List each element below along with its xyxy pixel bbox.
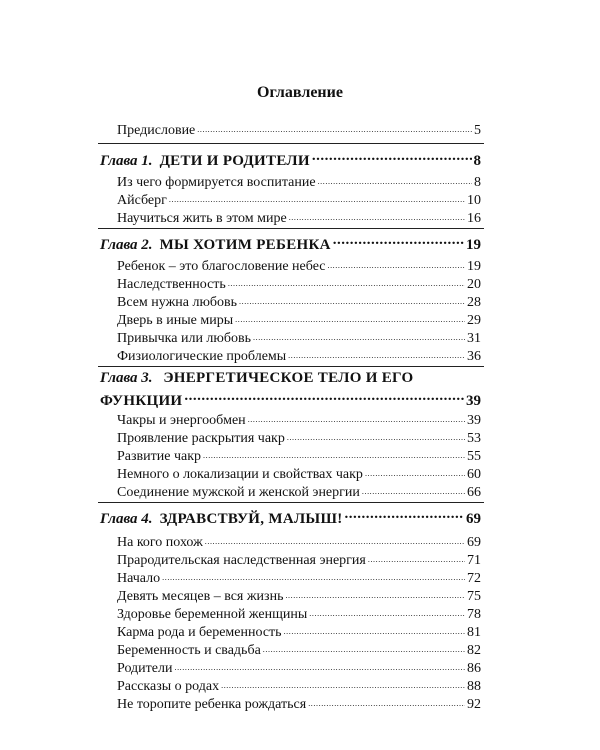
toc-entry[interactable] [117, 346, 481, 365]
dot-leader [248, 410, 465, 424]
chapter-page: 39 [466, 393, 481, 409]
chapter-title: ЭНЕРГЕТИЧЕСКОЕ ТЕЛО И ЕГО [163, 370, 414, 386]
dot-leader [169, 190, 465, 204]
dot-leader [318, 172, 472, 186]
entry-title: Физиологические проблемы [117, 349, 287, 364]
dot-leader [174, 658, 465, 672]
dot-leader [288, 346, 465, 360]
entry-page: 69 [467, 535, 481, 550]
toc-entry[interactable] [117, 256, 481, 275]
section-divider [98, 366, 484, 367]
entry-title: Чакры и энергообмен [117, 413, 246, 428]
entry-title: Научиться жить в этом мире [117, 211, 287, 226]
dot-leader [345, 508, 464, 523]
toc-chapter-1[interactable] [100, 150, 481, 170]
chapter-page: 8 [473, 153, 481, 169]
toc-entry[interactable] [117, 658, 481, 677]
entry-title: Беременность и свадьба [117, 643, 261, 658]
toc-entry[interactable] [117, 586, 481, 605]
chapter-page: 19 [466, 237, 481, 253]
toc-entry[interactable] [117, 550, 481, 569]
toc-entry[interactable] [117, 694, 481, 713]
dot-leader [197, 120, 472, 134]
chapter-label: Глава 3. [100, 370, 153, 386]
chapter-title-line-1 [100, 370, 481, 387]
toc-entry[interactable] [117, 410, 481, 429]
dot-leader [228, 274, 465, 288]
toc-entry[interactable] [117, 640, 481, 659]
entry-page: 16 [467, 211, 481, 226]
toc-chapter-4[interactable] [100, 508, 481, 528]
entry-title: Девять месяцев – вся жизнь [117, 589, 284, 604]
entry-page: 39 [467, 413, 481, 428]
entry-title: Всем нужна любовь [117, 295, 238, 310]
toc-entry[interactable] [117, 532, 481, 551]
entry-title: Не торопите ребенка рождаться [117, 697, 307, 712]
dot-leader [221, 676, 465, 690]
entry-title: Предисловие [117, 123, 196, 138]
dot-leader [253, 328, 465, 342]
dot-leader [203, 446, 465, 460]
entry-title: Прародительская наследственная энергия [117, 553, 366, 568]
chapter-label: Глава 4. [100, 511, 153, 527]
entry-page: 75 [467, 589, 481, 604]
dot-leader [235, 310, 465, 324]
dot-leader [184, 390, 464, 405]
toc-entry[interactable] [117, 190, 481, 209]
entry-title: Здоровье беременной женщины [117, 607, 308, 622]
toc-entry[interactable] [117, 446, 481, 465]
entry-page: 10 [467, 193, 481, 208]
entry-page: 82 [467, 643, 481, 658]
entry-title: Айсберг [117, 193, 167, 208]
toc-entry[interactable] [117, 310, 481, 329]
entry-page: 60 [467, 467, 481, 482]
entry-title: Ребенок – это благословение небес [117, 259, 326, 274]
dot-leader [368, 550, 465, 564]
entry-page: 31 [467, 331, 481, 346]
toc-entry-preface[interactable] [117, 120, 481, 139]
entry-page: 8 [474, 175, 481, 190]
entry-page: 53 [467, 431, 481, 446]
chapter-label: Глава 1. [100, 153, 153, 169]
entry-title: На кого похож [117, 535, 203, 550]
dot-leader [309, 604, 465, 618]
toc-chapter-2[interactable] [100, 234, 481, 254]
dot-leader [263, 640, 465, 654]
dot-leader [289, 208, 465, 222]
dot-leader [333, 234, 464, 249]
entry-title: Начало [117, 571, 161, 586]
chapter-title: МЫ ХОТИМ РЕБЕНКА [159, 237, 331, 253]
entry-title: Карма рода и беременность [117, 625, 282, 640]
chapter-title-line-2 [100, 390, 481, 410]
dot-leader [365, 464, 465, 478]
dot-leader [327, 256, 465, 270]
entry-page: 88 [467, 679, 481, 694]
entry-title: Немного о локализации и свойствах чакр [117, 467, 363, 482]
entry-page: 5 [474, 123, 481, 138]
entry-title: Развитие чакр [117, 449, 202, 464]
entry-title: Наследственность [117, 277, 226, 292]
entry-page: 78 [467, 607, 481, 622]
toc-entry[interactable] [117, 604, 481, 623]
entry-title: Дверь в иные миры [117, 313, 234, 328]
toc-entry[interactable] [117, 676, 481, 695]
section-divider [98, 143, 484, 144]
toc-entry[interactable] [117, 464, 481, 483]
toc-chapter-3[interactable] [100, 370, 481, 410]
chapter-page: 69 [466, 511, 481, 527]
dot-leader [285, 586, 465, 600]
dot-leader [205, 532, 465, 546]
toc-entry[interactable] [117, 428, 481, 447]
entry-title: Рассказы о родах [117, 679, 220, 694]
dot-leader [362, 482, 465, 496]
toc-entry[interactable] [117, 172, 481, 191]
dot-leader [162, 568, 465, 582]
entry-page: 20 [467, 277, 481, 292]
chapter-label: Глава 2. [100, 237, 153, 253]
entry-title: Привычка или любовь [117, 331, 251, 346]
section-divider [98, 502, 484, 503]
toc-entry[interactable] [117, 328, 481, 347]
entry-page: 66 [467, 485, 481, 500]
entry-page: 72 [467, 571, 481, 586]
toc-entry[interactable] [117, 568, 481, 587]
dot-leader [284, 622, 465, 636]
toc-entry[interactable] [117, 482, 481, 501]
toc-heading: Оглавление [257, 84, 343, 101]
entry-title: Соединение мужской и женской энергии [117, 485, 360, 500]
section-divider [98, 228, 484, 229]
dot-leader [239, 292, 465, 306]
entry-title: Родители [117, 661, 173, 676]
toc-entry[interactable] [117, 292, 481, 311]
dot-leader [308, 694, 465, 708]
entry-page: 29 [467, 313, 481, 328]
entry-page: 92 [467, 697, 481, 712]
chapter-title-cont: ФУНКЦИИ [100, 393, 183, 409]
chapter-title: ДЕТИ И РОДИТЕЛИ [159, 153, 310, 169]
entry-title: Из чего формируется воспитание [117, 175, 316, 190]
toc-entry[interactable] [117, 274, 481, 293]
entry-page: 36 [467, 349, 481, 364]
entry-page: 81 [467, 625, 481, 640]
chapter-title: ЗДРАВСТВУЙ, МАЛЫШ! [159, 511, 343, 527]
entry-page: 71 [467, 553, 481, 568]
dot-leader [312, 150, 472, 165]
toc-entry[interactable] [117, 208, 481, 227]
toc-entry[interactable] [117, 622, 481, 641]
entry-title: Проявление раскрытия чакр [117, 431, 285, 446]
entry-page: 28 [467, 295, 481, 310]
entry-page: 19 [467, 259, 481, 274]
entry-page: 55 [467, 449, 481, 464]
entry-page: 86 [467, 661, 481, 676]
dot-leader [287, 428, 465, 442]
